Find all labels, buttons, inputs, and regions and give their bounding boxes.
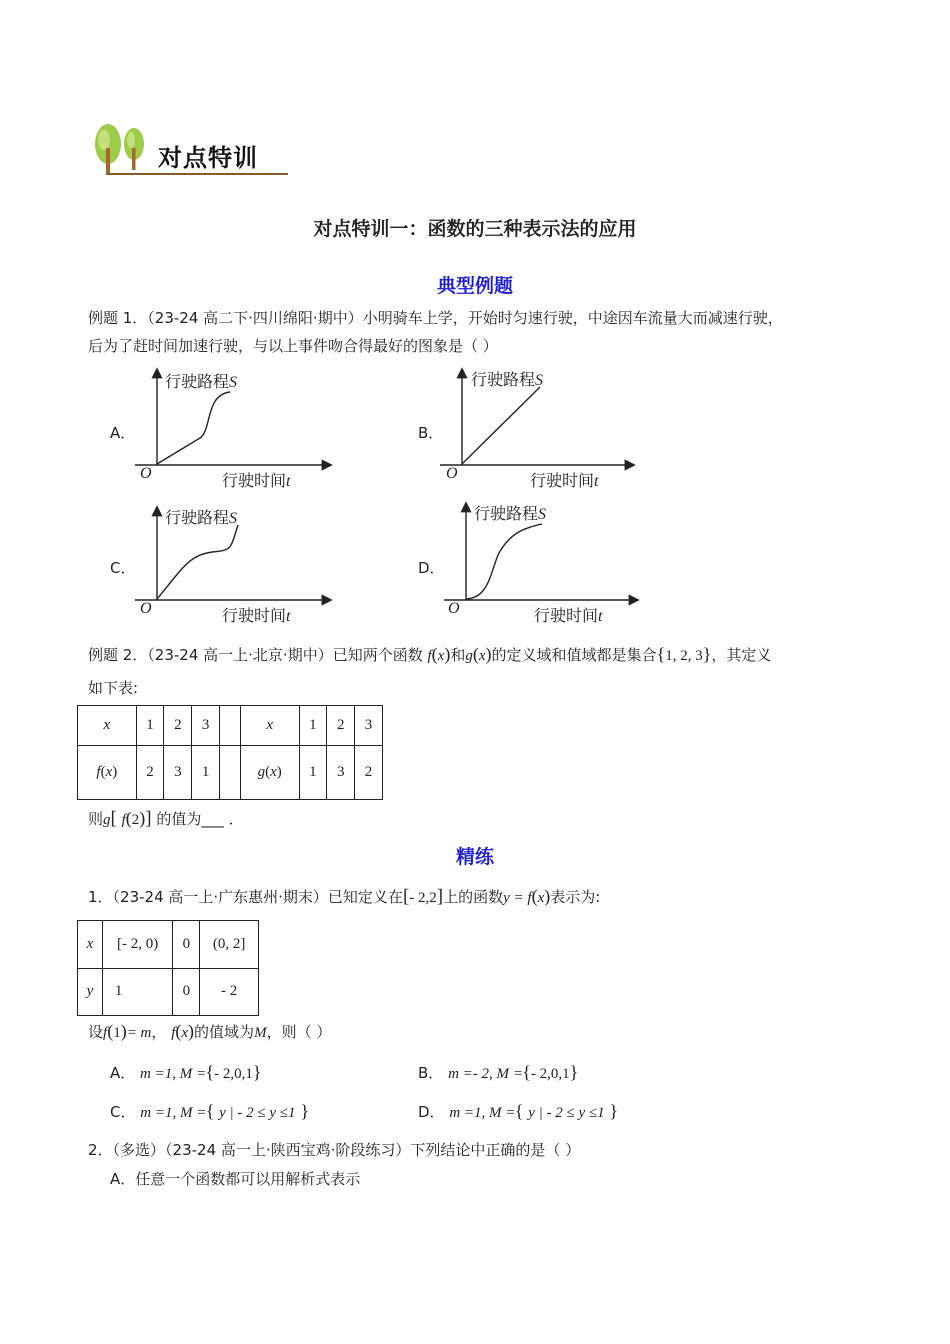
q1-line: 1．（23-24 高一上·广东惠州·期末）已知定义在[- 2,2]上的函数y = f(x)表示为: xyxy=(88,886,601,907)
table-cell: 1 xyxy=(192,746,220,800)
graph-c-xlabel: 行驶时间t xyxy=(222,606,291,625)
q1-table xyxy=(77,920,259,1016)
graph-d-ylabel: 行驶路程S xyxy=(474,504,547,523)
example2-line2: 如下表: xyxy=(88,679,139,697)
table-cell: (0, 2] xyxy=(200,921,259,969)
example2-table xyxy=(77,705,383,800)
table-cell: 3 xyxy=(327,746,355,800)
table-cell: 1 xyxy=(299,746,327,800)
option-d-label[interactable]: D． xyxy=(418,559,445,577)
graph-a-origin: O xyxy=(140,465,152,482)
example2-line1: 例题 2．（23-24 高一上·北京·期中）已知两个函数 f(x)和g(x)的定义域和值域都是集合{1, 2, 3}，其定义 xyxy=(88,644,772,664)
graph-a-curve xyxy=(157,392,230,464)
graph-d-curve xyxy=(466,524,542,599)
graph-c-origin: O xyxy=(140,600,152,617)
graph-b-xlabel: 行驶时间t xyxy=(530,471,599,490)
graph-c-ylabel: 行驶路程S xyxy=(165,508,238,527)
graph-a-xlabel: 行驶时间t xyxy=(222,471,291,490)
table-cell: 2 xyxy=(327,706,355,746)
table-cell: [- 2, 0) xyxy=(102,921,173,969)
typical-heading: 典型例题 xyxy=(436,275,513,297)
graph-d-xlabel: 行驶时间t xyxy=(534,606,603,625)
example2-answer: 则g[ f(2)] 的值为___ ． xyxy=(88,808,244,829)
graph-b-ylabel: 行驶路程S xyxy=(471,370,544,389)
option-b-label[interactable]: B． xyxy=(418,424,444,442)
example1-line1: 例题 1．（23-24 高二下·四川绵阳·期中）小明骑车上学，开始时匀速行驶，中途因车流量大而减速行驶， xyxy=(88,309,783,327)
badge-title: 对点特训 xyxy=(158,144,258,172)
q2-line: 2．（多选）（23-24 高一上·陕西宝鸡·阶段练习）下列结论中正确的是（ ） xyxy=(88,1141,581,1159)
table-head-x: x xyxy=(240,706,299,746)
q1-option-a[interactable]: A． m =1, M ={- 2,0,1} xyxy=(110,1062,262,1082)
table-spacer xyxy=(220,706,241,746)
table-cell: 1 xyxy=(102,968,173,1016)
table-cell: - 2 xyxy=(200,968,259,1016)
table-cell: 2 xyxy=(136,746,164,800)
example1-graphs xyxy=(0,360,950,630)
table-head-fx: f(x) xyxy=(78,746,137,800)
graph-a-ylabel: 行驶路程S xyxy=(165,372,238,391)
q1-option-d[interactable]: D． m =1, M ={ y | - 2 ≤ y ≤1 } xyxy=(418,1101,619,1121)
table-cell: 3 xyxy=(192,706,220,746)
q1-option-b[interactable]: B． m =- 2, M ={- 2,0,1} xyxy=(418,1062,579,1082)
table-head-gx: g(x) xyxy=(240,746,299,800)
table-cell: 3 xyxy=(355,706,383,746)
option-c-label[interactable]: C． xyxy=(110,559,136,577)
graph-c-curve xyxy=(157,525,238,599)
table-head-x: x xyxy=(78,706,137,746)
q1-condition: 设f(1)= m， f(x)的值域为M，则（ ） xyxy=(88,1021,332,1041)
table-cell: 0 xyxy=(173,921,200,969)
table-cell: 2 xyxy=(355,746,383,800)
graph-d-origin: O xyxy=(448,600,460,617)
q1-option-c[interactable]: C． m =1, M ={ y | - 2 ≤ y ≤1 } xyxy=(110,1101,309,1121)
header-badge xyxy=(90,118,290,178)
example1-line2: 后为了赶时间加速行驶，与以上事件吻合得最好的图象是（ ） xyxy=(88,337,498,355)
graph-b-origin: O xyxy=(446,465,458,482)
table-spacer xyxy=(220,746,241,800)
q2-option-a[interactable]: A．任意一个函数都可以用解析式表示 xyxy=(110,1170,361,1188)
table-cell: 0 xyxy=(173,968,200,1016)
section-title: 对点特训一：函数的三种表示法的应用 xyxy=(313,218,637,240)
table-cell: 2 xyxy=(164,706,192,746)
table-head-y: y xyxy=(78,968,103,1016)
table-cell: 1 xyxy=(299,706,327,746)
table-head-x: x xyxy=(78,921,103,969)
practice-heading: 精练 xyxy=(455,846,494,868)
table-cell: 3 xyxy=(164,746,192,800)
option-a-label[interactable]: A． xyxy=(110,424,136,442)
table-cell: 1 xyxy=(136,706,164,746)
graph-b-curve xyxy=(462,387,540,464)
